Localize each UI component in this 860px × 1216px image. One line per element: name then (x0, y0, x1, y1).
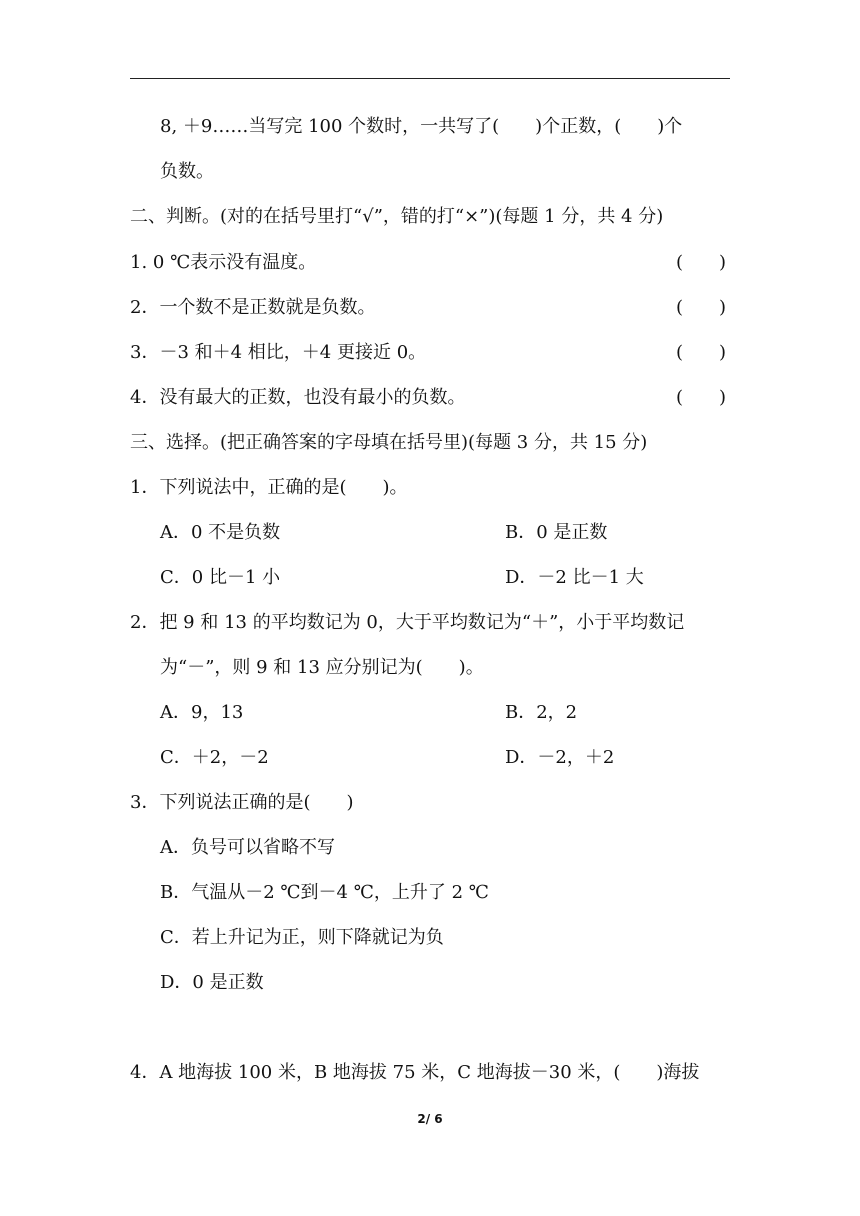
choice-q1-option-a: A．0 不是负数 (160, 522, 281, 543)
judge-item-1-text: 1. 0 ℃表示没有温度。 (130, 252, 317, 273)
choice-q1-row-1 (160, 520, 608, 546)
choice-q3-option-d: D．0 是正数 (160, 972, 264, 993)
judge-item-2-text: 2．一个数不是正数就是负数。 (130, 297, 376, 318)
judge-item-2-answer: ( ) (676, 297, 727, 318)
choice-q1-option-d: D．－2 比－1 大 (505, 567, 644, 588)
choice-q1-option-b: B．0 是正数 (505, 522, 608, 543)
choice-question-1: 1．下列说法中，正确的是( )。 (130, 477, 408, 498)
section-3-heading: 三、选择。(把正确答案的字母填在括号里)(每题 3 分，共 15 分) (130, 432, 648, 453)
choice-q3-option-c: C．若上升记为正，则下降就记为负 (160, 927, 444, 948)
choice-q2-option-c: C．＋2，－2 (160, 747, 269, 768)
choice-question-3: 3．下列说法正确的是( ) (130, 792, 354, 813)
choice-q2-option-a: A．9，13 (160, 702, 244, 723)
choice-q2-option-d: D．－2，＋2 (505, 747, 615, 768)
continued-question-line-1: 8, ＋9……当写完 100 个数时，一共写了( )个正数，( )个 (160, 116, 683, 137)
choice-q2-row-1 (160, 700, 578, 726)
choice-q1-option-c: C．0 比－1 小 (160, 567, 281, 588)
choice-question-2-line-2: 为“－”，则 9 和 13 应分别记为( )。 (160, 657, 484, 678)
continued-question-line-2: 负数。 (160, 161, 214, 182)
judge-item-3 (130, 340, 730, 366)
choice-q1-row-2 (160, 565, 644, 591)
header-rule (130, 78, 730, 79)
judge-item-1-answer: ( ) (676, 252, 727, 273)
judge-item-1 (130, 250, 730, 276)
choice-q3-option-b: B．气温从－2 ℃到－4 ℃，上升了 2 ℃ (160, 882, 489, 903)
judge-item-3-text: 3．－3 和＋4 相比，＋4 更接近 0。 (130, 342, 427, 363)
judge-item-3-answer: ( ) (676, 342, 727, 363)
choice-q3-option-a: A．负号可以省略不写 (160, 837, 335, 858)
choice-q2-option-b: B．2，2 (505, 702, 578, 723)
judge-item-4 (130, 385, 730, 411)
judge-item-2 (130, 295, 730, 321)
section-2-heading: 二、判断。(对的在括号里打“√”，错的打“×”)(每题 1 分，共 4 分) (130, 206, 664, 227)
page-number: 2/ 6 (417, 1112, 443, 1126)
judge-item-4-text: 4．没有最大的正数，也没有最小的负数。 (130, 387, 466, 408)
choice-q2-row-2 (160, 745, 615, 771)
choice-question-4: 4．A 地海拔 100 米，B 地海拔 75 米，C 地海拔－30 米，( )海拔 (130, 1062, 700, 1083)
judge-item-4-answer: ( ) (676, 387, 727, 408)
choice-question-2-line-1: 2．把 9 和 13 的平均数记为 0，大于平均数记为“＋”，小于平均数记 (130, 612, 685, 633)
